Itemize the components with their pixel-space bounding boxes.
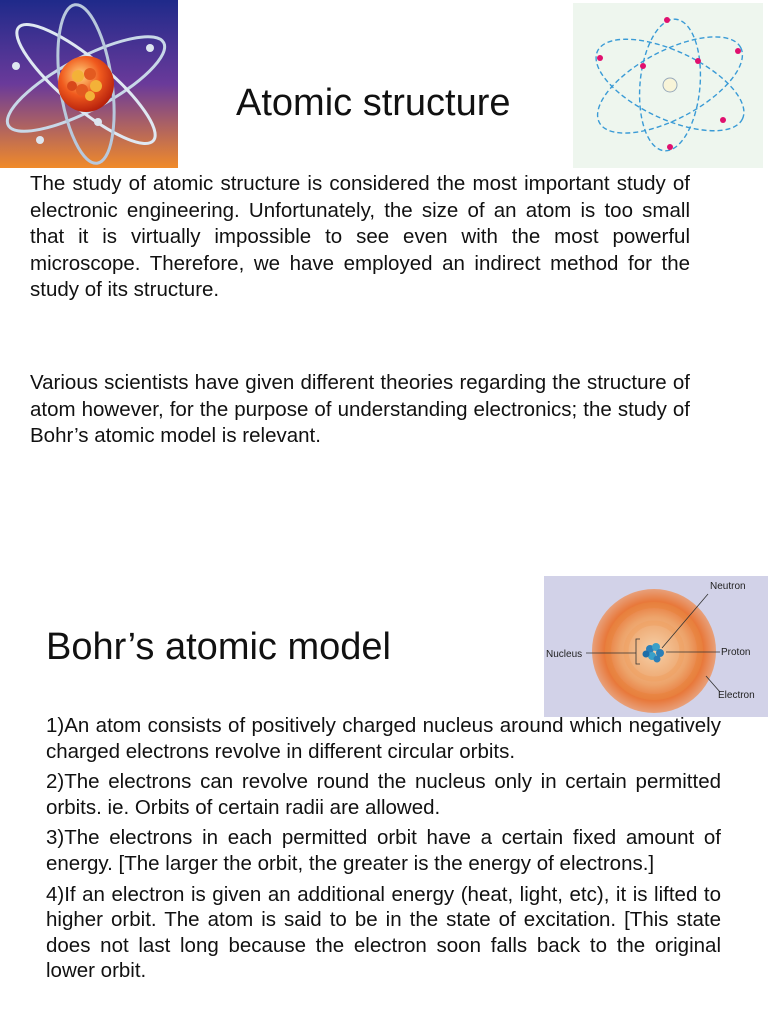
proton-label: Proton (721, 647, 751, 658)
section-title: Bohr’s atomic model (46, 626, 391, 668)
theories-paragraph: Various scientists have given different theories regarding the structure of atom however, for the purpose of understanding electronics; the study of Bohr’s atomic model is relevant. (30, 371, 690, 448)
atom-orbit-diagram (573, 3, 763, 168)
nucleus-label: Nucleus (546, 649, 583, 660)
list-item: 2)The electrons can revolve round the nucleus only in certain permitted orbits. ie. Orbits of certain radii are allowed. (46, 770, 721, 819)
list-item: 1)An atom consists of positively charged nucleus around which negatively charged electrons revolve in different circular orbits. (46, 714, 721, 763)
neutron-label: Neutron (710, 581, 746, 592)
slide-bohr-model (0, 512, 768, 1024)
bohr-model-diagram (544, 576, 768, 717)
page-title: Atomic structure (236, 82, 511, 124)
electron-label: Electron (718, 690, 755, 701)
list-item: 3)The electrons in each permitted orbit have a certain fixed amount of energy. [The larger the orbit, the greater is the energy of electrons.] (46, 826, 721, 875)
list-item: 4)If an electron is given an additional energy (heat, light, etc), it is lifted to higher orbit. The atom is said to be in the state of excitation. [This state does not last long because the electron soon falls back to the original lower orbit. (46, 882, 721, 983)
atom-3d-illustration (0, 0, 178, 168)
intro-paragraph: The study of atomic structure is considered the most important study of electronic engineering. Unfortunately, the size of an atom is too small that it is virtually impossible to see even with the most powerful microscope. Therefore, we have employed an indirect method for the study of its structure. (30, 172, 690, 302)
bohr-postulates-list (46, 713, 721, 989)
